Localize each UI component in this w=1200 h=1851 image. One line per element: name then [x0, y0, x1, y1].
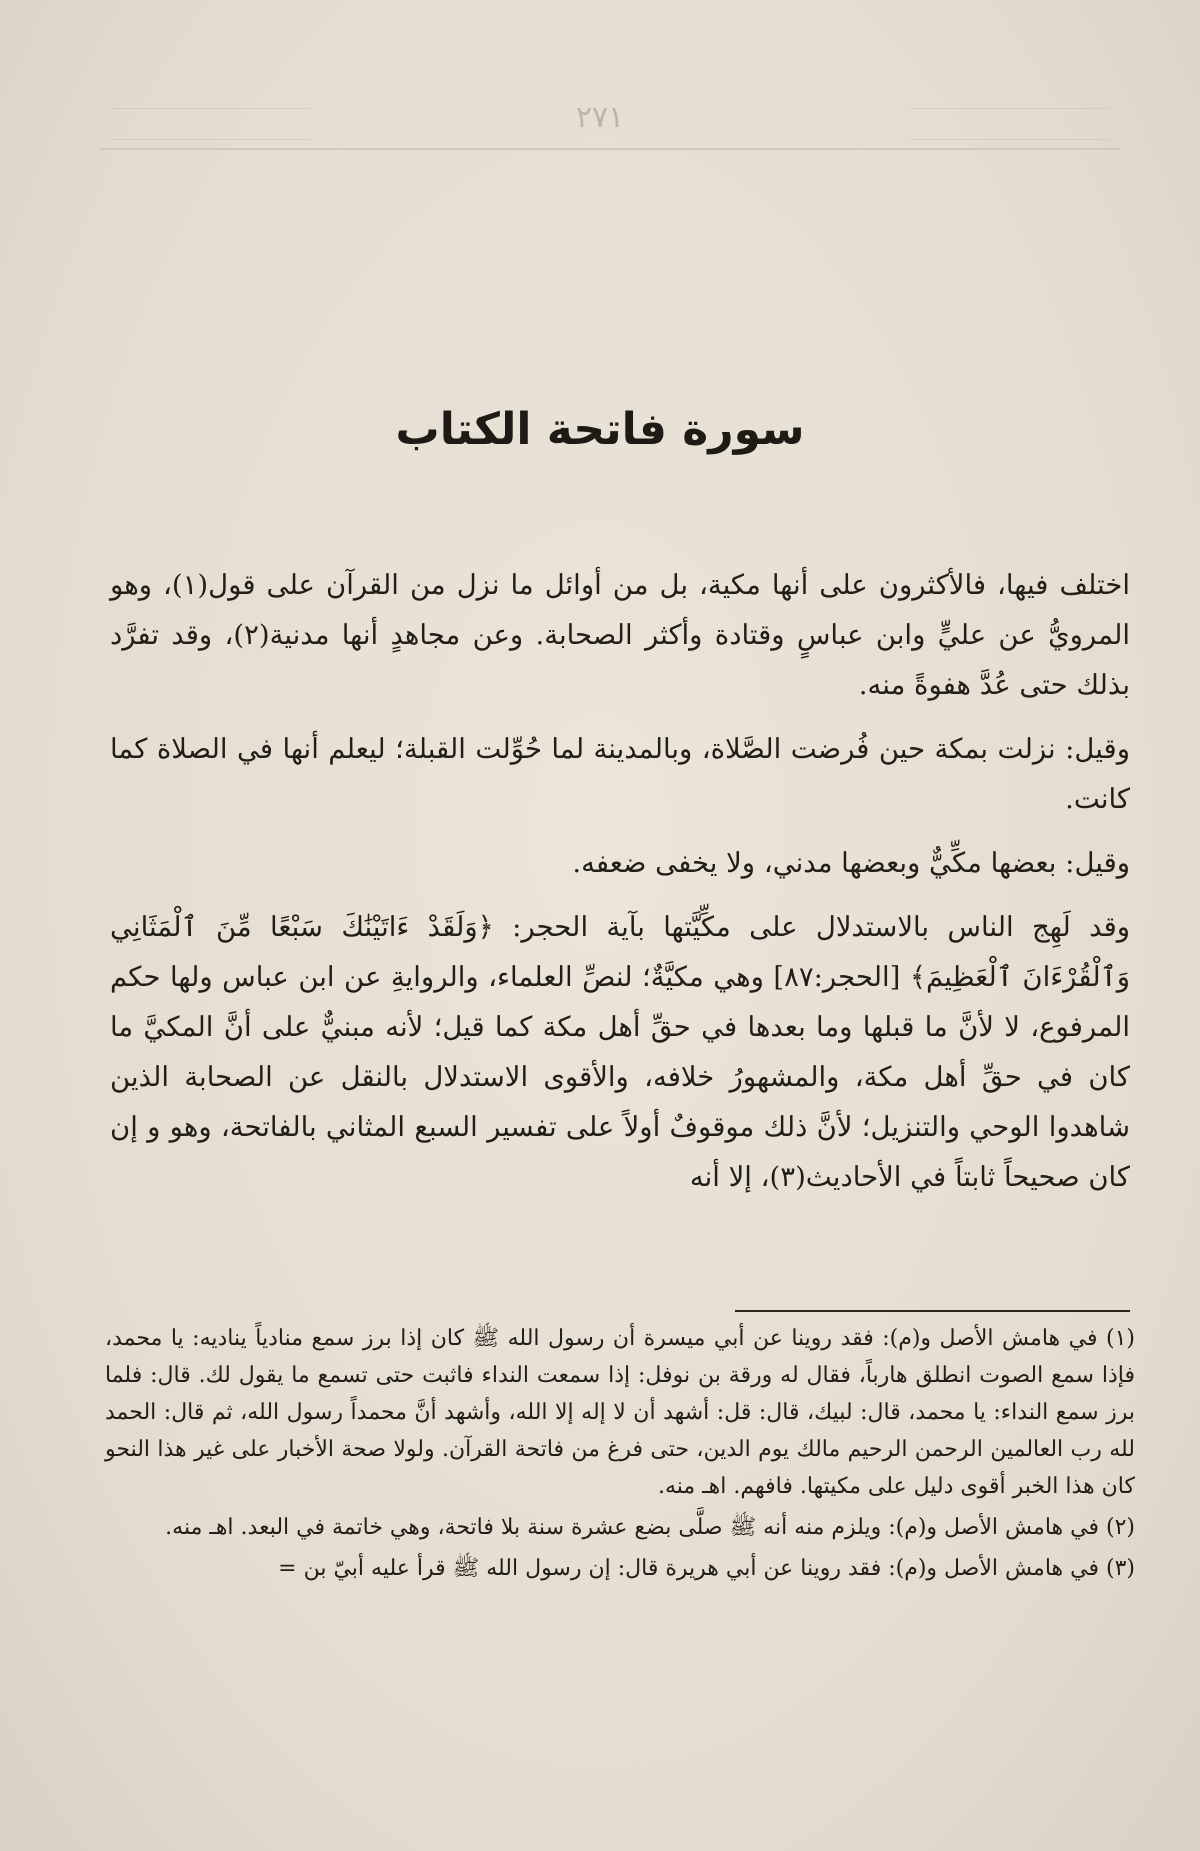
header-ornament-right: [910, 108, 1110, 140]
footnote-separator: [735, 1310, 1130, 1312]
footnotes: [105, 1320, 1135, 1591]
footnote-3: (٣) في هامش الأصل و(م): فقد روينا عن أبي هريرة قال: إن رسول الله ﷺ قرأ عليه أبيّ بن =: [278, 1556, 1135, 1581]
footnote-2: (٢) في هامش الأصل و(م): ويلزم منه أنه ﷺ صلَّى بضع عشرة سنة بلا فاتحة، وهي خاتمة في البعد. اهـ منه.: [165, 1515, 1135, 1540]
header-ornament-left: [110, 108, 310, 140]
paragraph-3: وقيل: بعضها مكِّيٌّ وبعضها مدني، ولا يخفى ضعفه.: [572, 847, 1130, 879]
paragraph-1: اختلف فيها، فالأكثرون على أنها مكية، بل من أوائل ما نزل من القرآن على قول(١)، وهو المرويُّ عن عليٍّ وابن عباسٍ وقتادة وأكثر الصحابة. وعن مجاهدٍ أنها مدنية(٢)، وقد تفرَّد بذلك حتى عُدَّ هفوةً منه.: [110, 569, 1130, 701]
main-text: [110, 560, 1130, 1216]
footnote-1: (١) في هامش الأصل و(م): فقد روينا عن أبي ميسرة أن رسول الله ﷺ كان إذا برز سمع منادياً يناديه: يا محمد، فإذا سمع الصوت انطلق هارباً، فقال له ورقة بن نوفل: إذا سمعت النداء فاثبت حتى تسمع ما يقول لك. قال: فلما برز سمع النداء: يا محمد، قال: لبيك، قال: قل: أشهد أن لا إله إلا الله، وأشهد أنَّ محمداً رسول الله، ثم قال: الحمد لله رب العالمين الرحمن الرحيم مالك يوم الدين، حتى فرغ من فاتحة القرآن. ولولا صحة الأخبار على غير هذا النحو كان هذا الخبر أقوى دليل على مكيتها. فافهم. اهـ منه.: [105, 1326, 1135, 1499]
paragraph-4: وقد لَهِج الناس بالاستدلال على مكِّيَّتها بآية الحجر: ﴿وَلَقَدْ ءَاتَيْنَٰكَ سَبْعًا مِّنَ ٱلْمَثَانِي وَٱلْقُرْءَانَ ٱلْعَظِيمَ﴾ [الحجر:٨٧] وهي مكيَّةٌ؛ لنصِّ العلماء، والروايةِ عن ابن عباس ولها حكم المرفوع، لا لأنَّ ما قبلها وما بعدها في حقِّ أهل مكة كما قيل؛ لأنه مبنيٌّ على أنَّ المكيَّ ما كان في حقِّ أهل مكة، والمشهورُ خلافه، والأقوى الاستدلال بالنقل عن الصحابة الذين شاهدوا الوحي والتنزيل؛ لأنَّ ذلك موقوفٌ أولاً على تفسير السبع المثاني بالفاتحة، وهو و إن كان صحيحاً ثابتاً في الأحاديث(٣)، إلا أنه: [110, 911, 1131, 1193]
page-number: ٢٧١: [575, 100, 625, 135]
paragraph-2: وقيل: نزلت بمكة حين فُرضت الصَّلاة، وبالمدينة لما حُوِّلت القبلة؛ ليعلم أنها في الصلاة كما كانت.: [110, 733, 1130, 815]
surah-title: سورة فاتحة الكتاب: [395, 404, 805, 456]
